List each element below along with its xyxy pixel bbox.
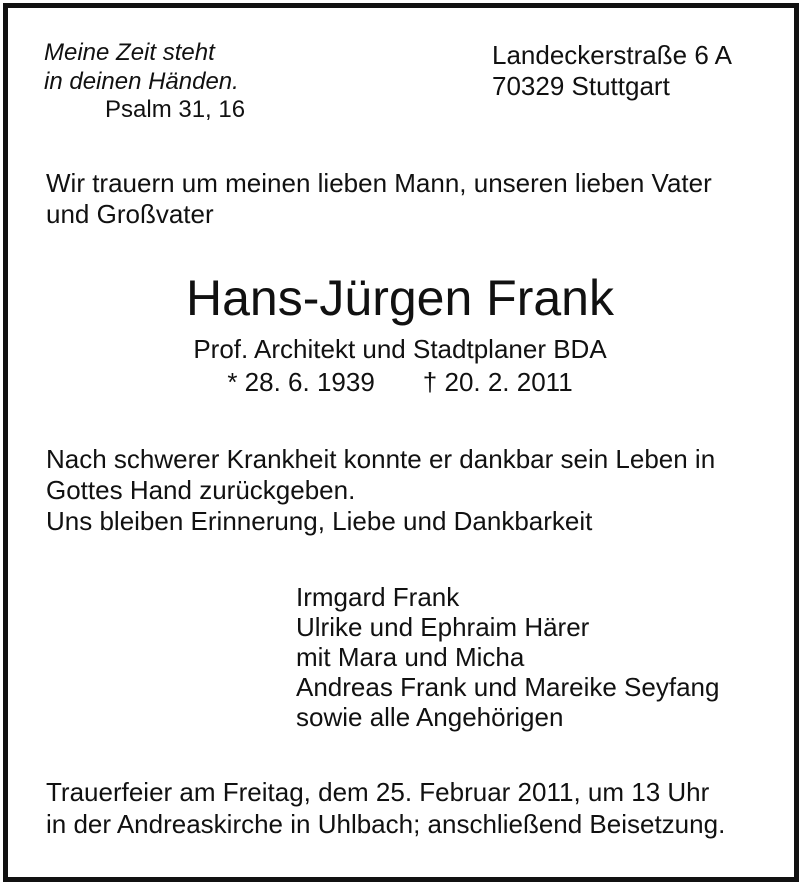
- birth-date: * 28. 6. 1939: [227, 367, 375, 397]
- funeral-service-info: [46, 776, 725, 840]
- life-dates: [0, 367, 800, 398]
- message-line: Uns bleiben Erinnerung, Liebe und Dankbarkeit: [46, 506, 593, 536]
- mourner-entry: mit Mara und Micha: [296, 642, 525, 672]
- mourner-entry: Ulrike und Ephraim Härer: [296, 612, 590, 642]
- intro-line: und Großvater: [46, 199, 214, 229]
- death-date: † 20. 2. 2011: [422, 367, 573, 397]
- deceased-title: Prof. Architekt und Stadtplaner BDA: [193, 334, 607, 364]
- bible-verse-line: in deinen Händen.: [44, 68, 239, 95]
- mourners-list: [296, 582, 719, 732]
- mourning-intro: [46, 168, 712, 230]
- deceased-name: Hans-Jürgen Frank: [186, 270, 614, 326]
- notice-border: [3, 3, 799, 882]
- message-line: Nach schwerer Krankheit konnte er dankbar sein Leben in: [46, 444, 716, 474]
- address-city: 70329 Stuttgart: [492, 71, 670, 101]
- mourner-entry: sowie alle Angehörigen: [296, 702, 564, 732]
- bible-verse: [44, 38, 239, 96]
- bible-verse-reference: Psalm 31, 16: [105, 96, 246, 123]
- family-address: [492, 40, 732, 102]
- bible-verse-line: Meine Zeit steht: [44, 39, 215, 66]
- service-line: in der Andreaskirche in Uhlbach; anschließend Beisetzung.: [46, 809, 726, 839]
- address-street: Landeckerstraße 6 A: [492, 40, 732, 70]
- intro-line: Wir trauern um meinen lieben Mann, unseren lieben Vater: [46, 168, 712, 198]
- message-line: Gottes Hand zurückgeben.: [46, 475, 356, 505]
- mourner-entry: Irmgard Frank: [296, 582, 460, 612]
- service-line: Trauerfeier am Freitag, dem 25. Februar 2011, um 13 Uhr: [46, 777, 710, 807]
- farewell-message: [46, 444, 715, 537]
- mourner-entry: Andreas Frank und Mareike Seyfang: [296, 672, 720, 702]
